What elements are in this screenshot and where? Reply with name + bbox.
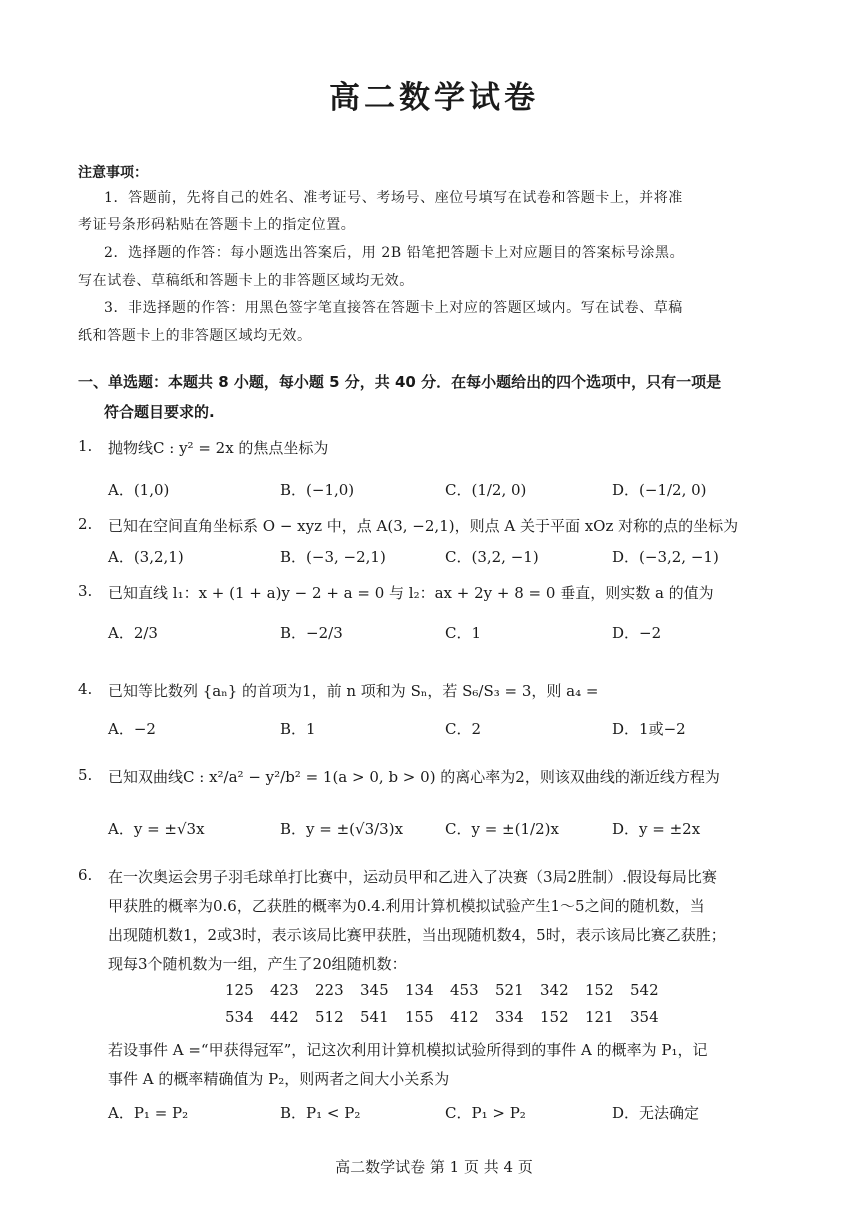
page-title: 高二数学试卷 xyxy=(329,80,539,116)
section-heading-cont: 符合题目要求的. xyxy=(104,403,215,421)
option-d: D．无法确定 xyxy=(612,1104,700,1122)
option-d: D．(−1/2, 0) xyxy=(612,481,707,499)
option-a: A．P₁ = P₂ xyxy=(108,1104,189,1122)
option-c: C．y = ±(1/2)x xyxy=(445,820,559,838)
question-stem: 已知等比数列 {aₙ} 的首项为1，前 n 项和为 Sₙ，若 S₆/S₃ = 3，则 a₄ = xyxy=(108,682,599,700)
option-c: C．2 xyxy=(445,720,482,738)
random-number: 534 xyxy=(225,1008,254,1026)
random-number: 152 xyxy=(585,981,614,999)
random-numbers-row-2 xyxy=(225,1008,675,1026)
option-d: D．(−3,2, −1) xyxy=(612,548,719,566)
question-stem: 抛物线C : y² = 2x 的焦点坐标为 xyxy=(108,439,329,457)
random-number: 121 xyxy=(585,1008,614,1026)
question-stem: 已知双曲线C : x²/a² − y²/b² = 1(a > 0, b > 0) 的离心率为2，则该双曲线的渐近线方程为 xyxy=(108,768,720,786)
option-a: A．(3,2,1) xyxy=(108,548,184,566)
random-number: 334 xyxy=(495,1008,524,1026)
notes-line: 3．非选择题的作答：用黑色签字笔直接答在答题卡上对应的答题区域内。写在试卷、草稿 xyxy=(104,300,683,316)
random-number: 354 xyxy=(630,1008,659,1026)
random-number: 512 xyxy=(315,1008,344,1026)
page-footer: 高二数学试卷 第 1 页 共 4 页 xyxy=(335,1158,533,1176)
option-d: D．y = ±2x xyxy=(612,820,701,838)
random-number: 134 xyxy=(405,981,434,999)
question-text-line: 事件 A 的概率精确值为 P₂，则两者之间大小关系为 xyxy=(108,1070,450,1088)
question-text-line: 若设事件 A =“甲获得冠军”，记这次利用计算机模拟试验所得到的事件 A 的概率为 P₁，记 xyxy=(108,1041,708,1059)
option-b: B．(−1,0) xyxy=(280,481,355,499)
question-stem: 已知直线 l₁：x + (1 + a)y − 2 + a = 0 与 l₂：ax + 2y + 8 = 0 垂直，则实数 a 的值为 xyxy=(108,584,714,602)
question-number: 1. xyxy=(78,437,93,455)
question-number: 4. xyxy=(78,680,93,698)
notes-heading: 注意事项： xyxy=(78,165,148,181)
option-a: A．2/3 xyxy=(108,624,158,642)
random-number: 412 xyxy=(450,1008,479,1026)
section-heading: 一、单选题：本题共 8 小题，每小题 5 分，共 40 分．在每小题给出的四个选项中，只有一项是 xyxy=(78,373,722,391)
option-c: C．(1/2, 0) xyxy=(445,481,527,499)
question-number: 2. xyxy=(78,515,93,533)
option-b: B．−2/3 xyxy=(280,624,343,642)
option-b: B．1 xyxy=(280,720,316,738)
notes-line: 纸和答题卡上的非答题区域均无效。 xyxy=(78,328,312,344)
question-number: 3. xyxy=(78,582,93,600)
random-number: 125 xyxy=(225,981,254,999)
option-a: A．(1,0) xyxy=(108,481,170,499)
question-text-line: 在一次奥运会男子羽毛球单打比赛中，运动员甲和乙进入了决赛（3局2胜制）.假设每局比赛 xyxy=(108,868,717,886)
option-c: C．P₁ > P₂ xyxy=(445,1104,526,1122)
random-number: 155 xyxy=(405,1008,434,1026)
question-number: 5. xyxy=(78,766,93,784)
option-d: D．1或−2 xyxy=(612,720,686,738)
option-b: B．P₁ < P₂ xyxy=(280,1104,361,1122)
notes-line: 考证号条形码粘贴在答题卡上的指定位置。 xyxy=(78,217,356,233)
random-number: 342 xyxy=(540,981,569,999)
option-d: D．−2 xyxy=(612,624,662,642)
random-number: 541 xyxy=(360,1008,389,1026)
option-c: C．1 xyxy=(445,624,482,642)
option-b: B．(−3, −2,1) xyxy=(280,548,386,566)
question-text-line: 甲获胜的概率为0.6，乙获胜的概率为0.4.利用计算机模拟试验产生1～5之间的随机数，当 xyxy=(108,897,705,915)
random-numbers-row-1 xyxy=(225,981,675,999)
random-number: 345 xyxy=(360,981,389,999)
random-number: 423 xyxy=(270,981,299,999)
option-a: A．y = ±√3x xyxy=(108,820,205,838)
notes-line: 1．答题前，先将自己的姓名、准考证号、考场号、座位号填写在试卷和答题卡上，并将准 xyxy=(104,190,683,206)
random-number: 152 xyxy=(540,1008,569,1026)
random-number: 453 xyxy=(450,981,479,999)
random-number: 521 xyxy=(495,981,524,999)
question-number: 6. xyxy=(78,866,93,884)
random-number: 223 xyxy=(315,981,344,999)
random-number: 442 xyxy=(270,1008,299,1026)
question-text-line: 现每3个随机数为一组，产生了20组随机数： xyxy=(108,955,407,973)
question-stem: 已知在空间直角坐标系 O − xyz 中，点 A(3, −2,1)，则点 A 关于平面 xOz 对称的点的坐标为 xyxy=(108,517,739,535)
option-b: B．y = ±(√3/3)x xyxy=(280,820,404,838)
option-c: C．(3,2, −1) xyxy=(445,548,539,566)
notes-line: 2．选择题的作答：每小题选出答案后，用 2B 铅笔把答题卡上对应题目的答案标号涂黑。 xyxy=(104,245,685,261)
question-text-line: 出现随机数1，2或3时，表示该局比赛甲获胜，当出现随机数4，5时，表示该局比赛乙获胜； xyxy=(108,926,726,944)
notes-line: 写在试卷、草稿纸和答题卡上的非答题区域均无效。 xyxy=(78,273,414,289)
option-a: A．−2 xyxy=(108,720,156,738)
random-number: 542 xyxy=(630,981,659,999)
